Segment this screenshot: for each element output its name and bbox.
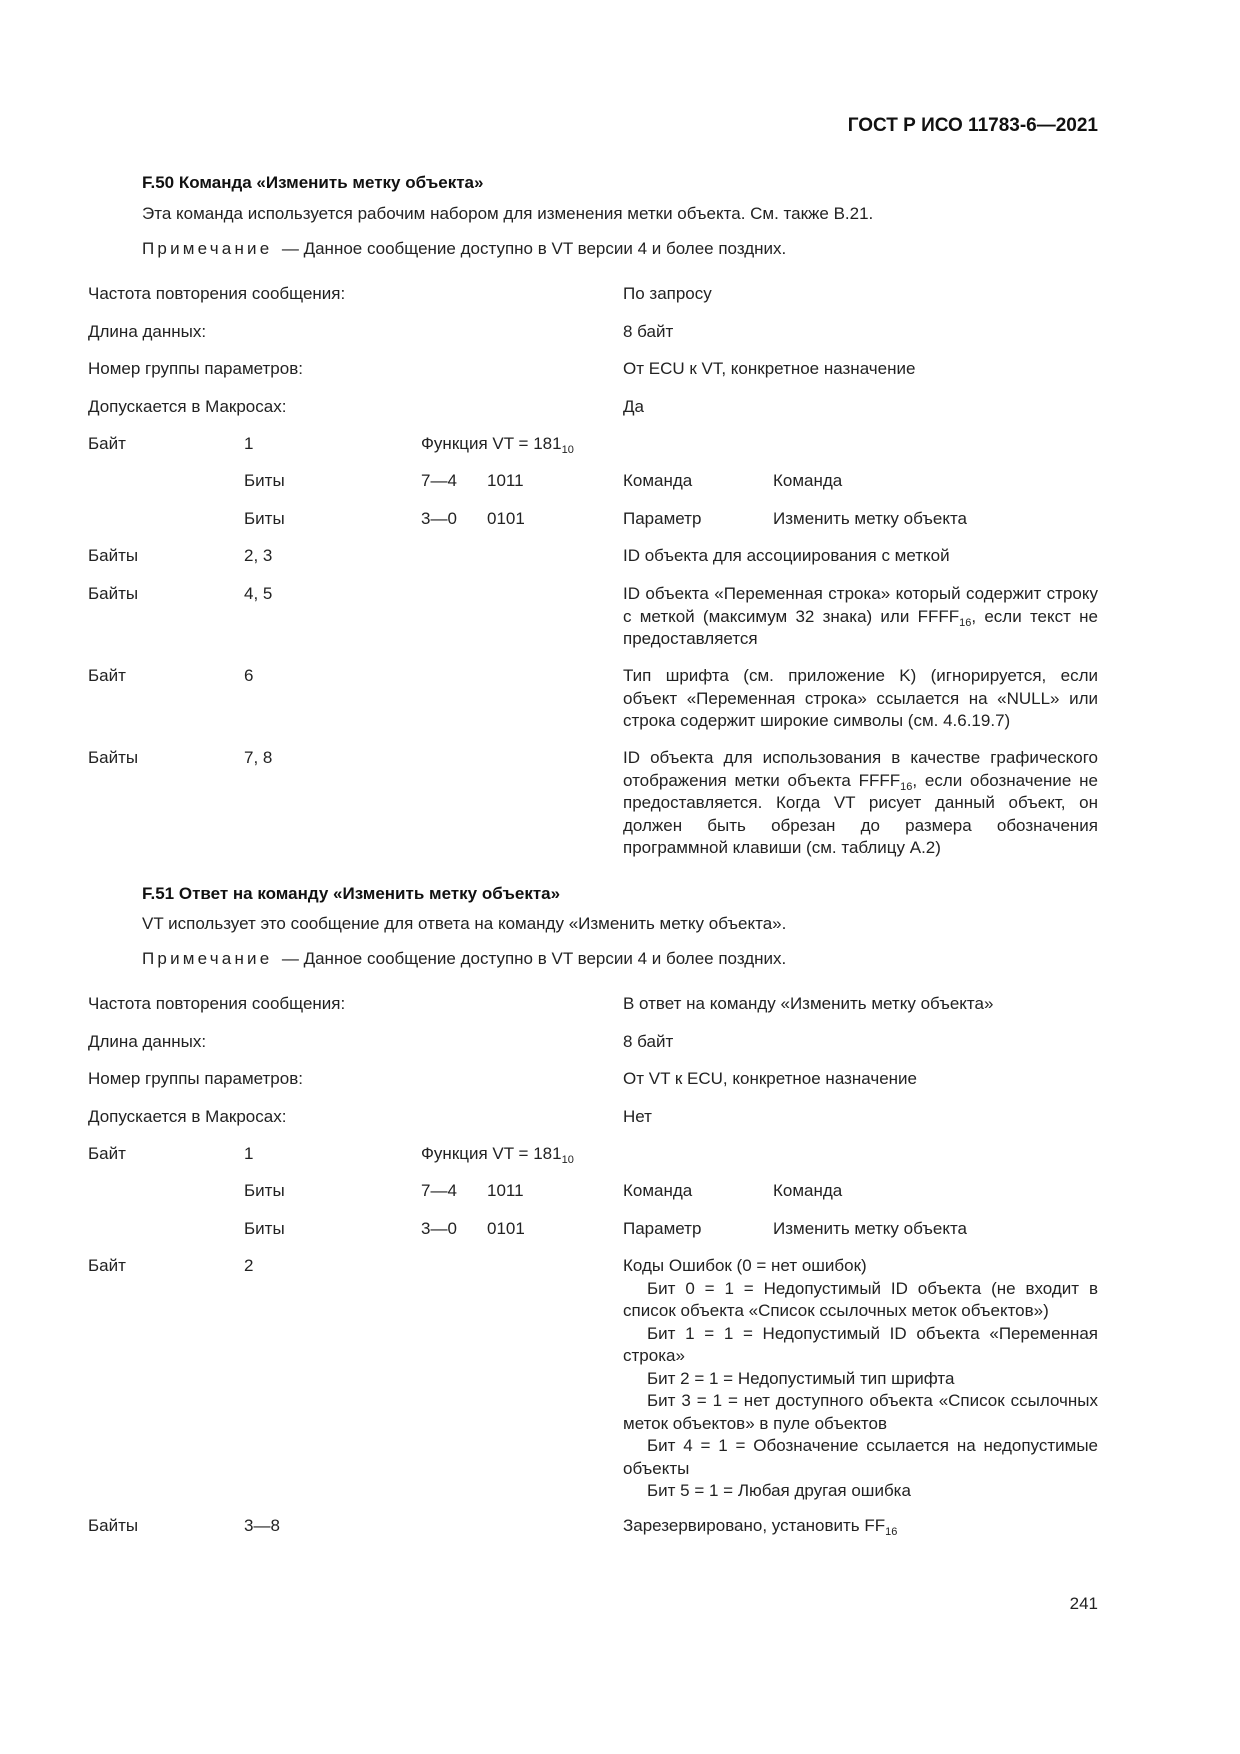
prop-label-length: Длина данных: (88, 322, 207, 341)
byte-description: Тип шрифта (см. приложение K) (игнорируется, если объект «Переменная строка» ссылается на «NULL» или строка содержит широкие символы (см. 4.6.19.7) (623, 666, 1098, 730)
byte-number: 1 (244, 1144, 254, 1163)
bits-label: Биты (244, 471, 285, 490)
bits-value: 1011 (487, 471, 524, 490)
prop-label-pgn: Номер группы параметров: (88, 359, 303, 378)
bits-name: Команда (623, 1181, 693, 1200)
byte-label: Байт (88, 666, 126, 685)
bits-name: Команда (623, 471, 693, 490)
byte-description: ID объекта «Переменная строка» который содержит строку с меткой (максимум 32 знака) или $FFFF_{16}$, если текст не предоставляется (623, 584, 1098, 648)
error-bit: Бит 0 = 1 = Недопустимый ID объекта (не входит в список объекта «Список ссылочных меток объектов») (623, 1278, 1098, 1320)
byte-label: Байты (88, 1516, 139, 1535)
byte-description: Зарезервировано, установить $FF_{16}$ (623, 1516, 898, 1538)
note-label: Примечание (142, 239, 273, 258)
prop-label-macros: Допускается в Макросах: (88, 397, 287, 416)
prop-value-length: 8 байт (623, 322, 674, 341)
error-bit: Бит 5 = 1 = Любая другая ошибка (647, 1481, 911, 1500)
byte-label: Байты (88, 748, 139, 767)
page-number: 241 (1069, 1594, 1098, 1613)
byte-label: Байт (88, 1144, 126, 1163)
prop-label-pgn: Номер группы параметров: (88, 1069, 303, 1088)
note-f50 (142, 239, 786, 259)
byte-number: 2, 3 (244, 546, 273, 565)
bits-value: 0101 (487, 509, 525, 528)
bits-range: 3—0 (421, 1219, 457, 1238)
byte-label: Байт (88, 434, 126, 453)
section-title-f51: F.51 Ответ на команду «Изменить метку объекта» (142, 884, 561, 903)
byte-description: ID объекта для использования в качестве графического отображения метки объекта $FFFF_{16}$, если обозначение не предоставляется. Когда VT рисует данный объект, он должен быть обрезан до размера обозначения программной клавиши (см. таблицу А.2) (623, 748, 1098, 857)
byte-label: Байты (88, 546, 139, 565)
byte-label: Байты (88, 584, 139, 603)
bits-desc: Изменить метку объекта (773, 509, 968, 528)
bits-desc: Команда (773, 471, 843, 490)
prop-value-pgn: От VT к ECU, конкретное назначение (623, 1069, 917, 1088)
bits-range: 7—4 (421, 471, 457, 490)
note-text: — Данное сообщение доступно в VT версии 4 и более поздних. (281, 239, 787, 258)
section-intro-f51: VT использует это сообщение для ответа на команду «Изменить метку объекта». (142, 914, 787, 933)
byte-number: 6 (244, 666, 254, 685)
error-codes (623, 1255, 1098, 1503)
bits-label: Биты (244, 1219, 285, 1238)
byte-number: 7, 8 (244, 748, 273, 767)
prop-label-frequency: Частота повторения сообщения: (88, 284, 346, 303)
bits-range: 3—0 (421, 509, 457, 528)
prop-value-pgn: От ECU к VT, конкретное назначение (623, 359, 916, 378)
vt-function: Функция VT = $181_{10}$ (421, 1144, 574, 1166)
error-bit: Бит 4 = 1 = Обозначение ссылается на недопустимые объекты (623, 1436, 1098, 1478)
prop-value-macros: Нет (623, 1107, 652, 1126)
bits-name: Параметр (623, 509, 702, 528)
vt-function: Функция VT = $181_{10}$ (421, 434, 574, 456)
byte-number: 4, 5 (244, 584, 273, 603)
prop-value-frequency: В ответ на команду «Изменить метку объекта» (623, 994, 994, 1013)
byte-description: ID объекта для ассоциирования с меткой (623, 546, 950, 565)
byte-label: Байт (88, 1256, 126, 1275)
byte-number: 2 (244, 1256, 254, 1275)
note-text: — Данное сообщение доступно в VT версии 4 и более поздних. (281, 949, 787, 968)
error-bit: Бит 1 = 1 = Недопустимый ID объекта «Переменная строка» (623, 1323, 1098, 1365)
bits-value: 0101 (487, 1219, 525, 1238)
bits-value: 1011 (487, 1181, 524, 1200)
note-label: Примечание (142, 949, 273, 968)
error-bit: Бит 3 = 1 = нет доступного объекта «Список ссылочных меток объектов» в пуле объектов (623, 1391, 1098, 1433)
error-codes-heading: Коды Ошибок (0 = нет ошибок) (623, 1256, 867, 1275)
bits-name: Параметр (623, 1219, 702, 1238)
document-header: ГОСТ Р ИСО 11783-6—2021 (847, 115, 1098, 136)
section-intro-f50: Эта команда используется рабочим набором для изменения метки объекта. См. также B.21. (142, 204, 874, 223)
bits-label: Биты (244, 1181, 285, 1200)
byte-number: 3—8 (244, 1516, 280, 1535)
prop-value-frequency: По запросу (623, 284, 712, 303)
prop-value-length: 8 байт (623, 1032, 674, 1051)
bits-desc: Команда (773, 1181, 843, 1200)
error-bit: Бит 2 = 1 = Недопустимый тип шрифта (647, 1368, 955, 1388)
prop-label-macros: Допускается в Макросах: (88, 1107, 287, 1126)
section-title-f50: F.50 Команда «Изменить метку объекта» (142, 173, 484, 192)
prop-value-macros: Да (623, 397, 644, 416)
bits-range: 7—4 (421, 1181, 457, 1200)
note-f51 (142, 949, 786, 969)
bits-desc: Изменить метку объекта (773, 1219, 968, 1238)
bits-label: Биты (244, 509, 285, 528)
byte-number: 1 (244, 434, 254, 453)
prop-label-length: Длина данных: (88, 1032, 207, 1051)
prop-label-frequency: Частота повторения сообщения: (88, 994, 346, 1013)
